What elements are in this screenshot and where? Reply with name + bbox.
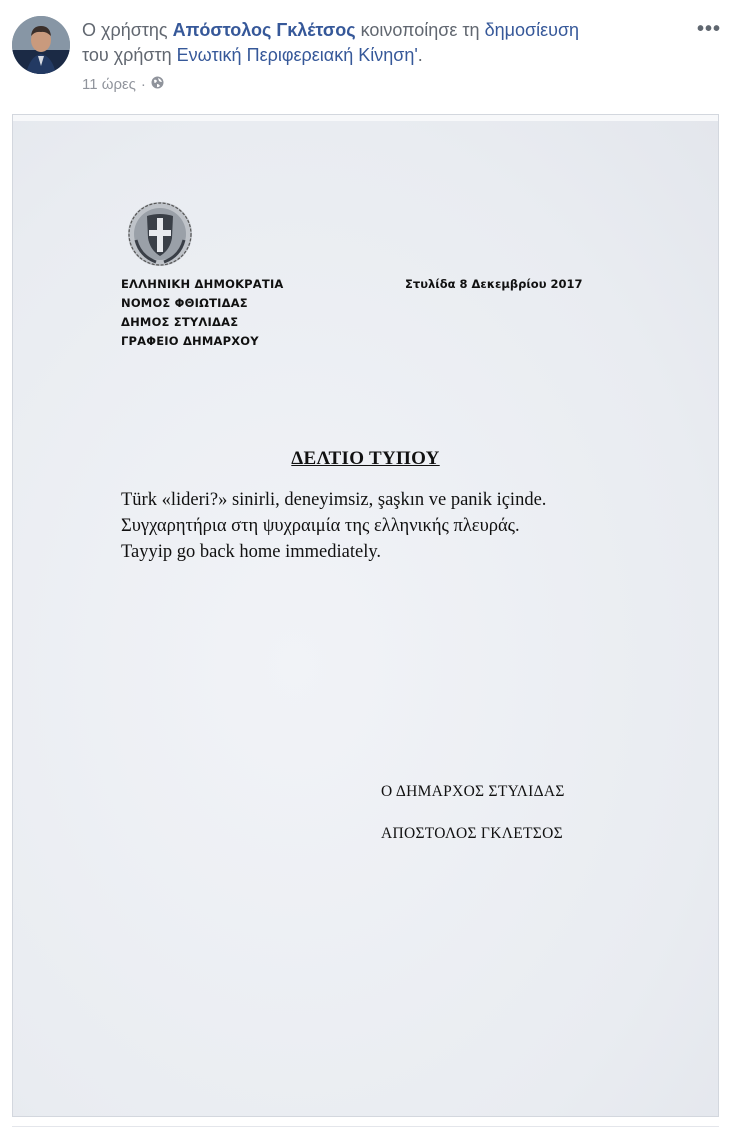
headline-line2-prefix: του χρήστη	[82, 45, 177, 65]
headline-prefix: Ο χρήστης	[82, 20, 173, 40]
post-headline	[82, 18, 682, 68]
paper-edge	[13, 115, 718, 121]
shared-from-link[interactable]: Ενωτική Περιφερειακή Κίνηση'	[176, 45, 418, 65]
sender-block	[121, 275, 284, 351]
profile-photo	[12, 16, 70, 74]
press-release-title: ΔΕΛΤΙΟ ΤΥΠΟΥ	[291, 448, 440, 469]
meta-separator: ·	[140, 76, 146, 93]
signature-name: ΑΠΟΣΤΟΛΟΣ ΓΚΛΕΤΣΟΣ	[381, 825, 563, 842]
body-line: Συγχαρητήρια στη ψυχραιμία της ελληνικής πλευράς.	[121, 516, 520, 536]
sender-line: ΝΟΜΟΣ ΦΘΙΩΤΙΔΑΣ	[121, 296, 248, 310]
sender-line: ΓΡΑΦΕΙΟ ΔΗΜΑΡΧΟΥ	[121, 334, 259, 348]
headline-action: κοινοποίησε τη	[355, 20, 485, 40]
press-release-body	[121, 487, 641, 565]
shared-post-link[interactable]: δημοσίευση	[484, 20, 580, 40]
more-options-button[interactable]: •••	[696, 18, 721, 40]
headline-line2-suffix: .	[417, 45, 423, 65]
post-timestamp[interactable]: 11 ώρες	[82, 76, 136, 93]
author-name-link[interactable]: Απόστολος Γκλέτσος	[172, 20, 356, 40]
sender-line: ΕΛΛΗΝΙΚΗ ΔΗΜΟΚΡΑΤΙΑ	[121, 277, 284, 291]
post-divider	[12, 1126, 719, 1127]
body-line: Türk «lideri?» sinirli, deneyimsiz, şaşkın ve panik içinde.	[121, 490, 547, 510]
globe-icon[interactable]	[151, 76, 164, 93]
press-release-document	[13, 115, 718, 1116]
shared-photo[interactable]	[12, 114, 719, 1117]
avatar[interactable]	[12, 16, 70, 74]
greek-coat-of-arms-icon	[126, 200, 194, 268]
signature-block	[381, 781, 565, 845]
document-date: Στυλίδα 8 Δεκεμβρίου 2017	[405, 277, 583, 291]
post-meta	[82, 76, 164, 93]
sender-line: ΔΗΜΟΣ ΣΤΥΛΙΔΑΣ	[121, 315, 239, 329]
post-header	[12, 14, 727, 104]
signature-title: Ο ΔΗΜΑΡΧΟΣ ΣΤΥΛΙΔΑΣ	[381, 783, 565, 800]
body-line: Tayyip go back home immediately.	[121, 542, 382, 562]
